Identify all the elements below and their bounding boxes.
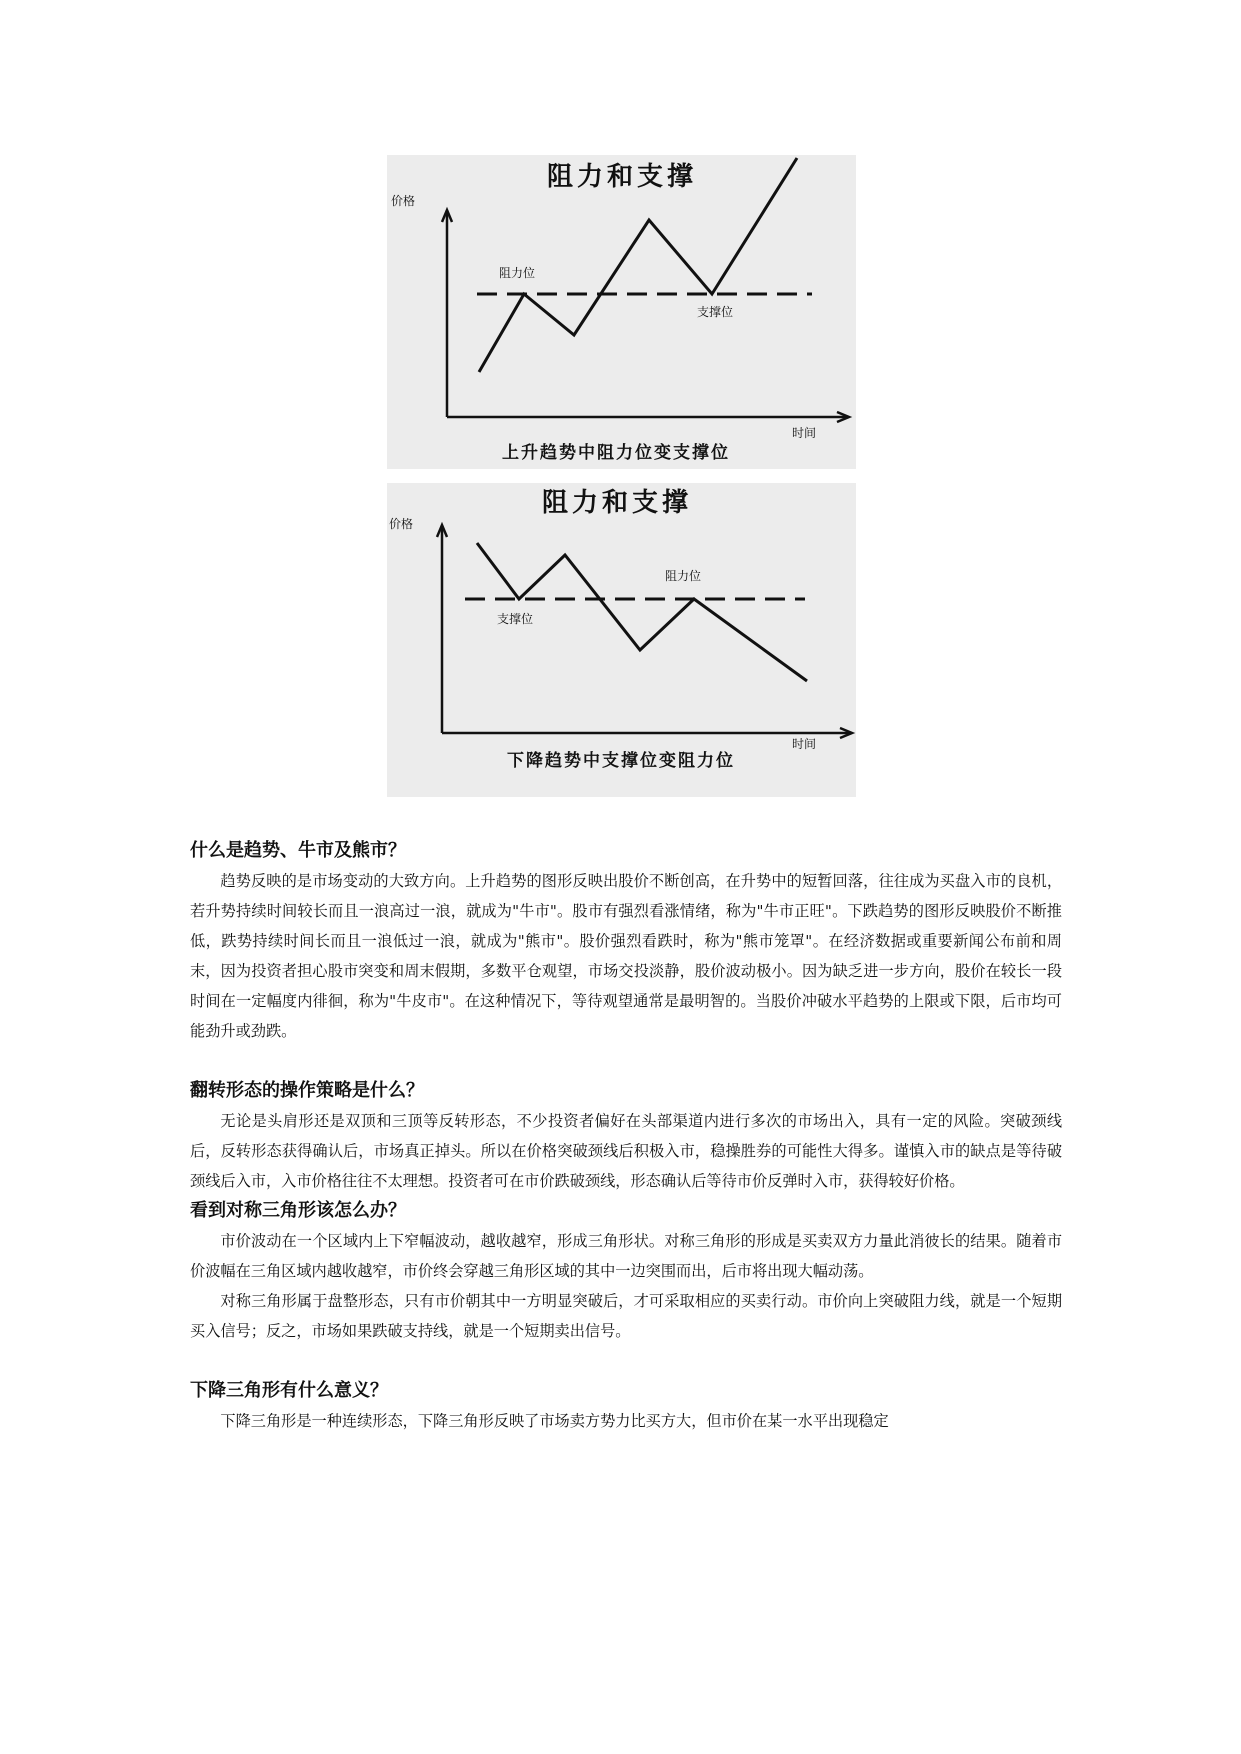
paragraph: 趋势反映的是市场变动的大致方向。上升趋势的图形反映出股价不断创高，在升势中的短暂回落，往往成为买盘入市的良机，若升势持续时间较长而且一浪高过一浪，就成为"牛市"。股市有强烈看涨情绪，称为"牛市正旺"。下跌趋势的图形反映股价不断推低，跌势持续时间长而且一浪低过一浪，就成为"熊市"。股价强烈看跌时，称为"熊市笼罩"。在经济数据或重要新闻公布前和周末，因为投资者担心股市突变和周末假期，多数平仓观望，市场交投淡静，股价波动极小。因为缺乏进一步方向，股价在较长一段时间在一定幅度内徘徊，称为"牛皮市"。在这种情况下，等待观望通常是最明智的。当股价冲破水平趋势的上限或下限，后市均可能劲升或劲跌。 bbox=[190, 872, 1062, 1040]
resistance-label: 阻力位 bbox=[665, 569, 702, 583]
figure-caption: 下降趋势中支撑位变阻力位 bbox=[507, 751, 735, 771]
paragraph: 下降三角形是一种连续形态，下降三角形反映了市场卖方势力比买方大，但市价在某一水平出现稳定 bbox=[220, 1412, 889, 1430]
paragraph: 对称三角形属于盘整形态，只有市价朝其中一方明显突破后，才可采取相应的买卖行动。市价向上突破阻力线，就是一个短期买入信号；反之，市场如果跌破支持线，就是一个短期卖出信号。 bbox=[190, 1292, 1062, 1340]
section-reversal-strategy bbox=[190, 1076, 1062, 1196]
section-symmetric-triangle bbox=[190, 1196, 1062, 1346]
x-axis-label: 时间 bbox=[792, 737, 817, 751]
paragraph: 无论是头肩形还是双顶和三顶等反转形态，不少投资者偏好在头部渠道内进行多次的市场出入，具有一定的风险。突破颈线后，反转形态获得确认后，市场真正掉头。所以在价格突破颈线后积极入市，稳操胜券的可能性大得多。谨慎入市的缺点是等待破颈线后入市，入市价格往往不太理想。投资者可在市价跌破颈线，形态确认后等待市价反弹时入市，获得较好价格。 bbox=[190, 1112, 1062, 1190]
figure-caption: 上升趋势中阻力位变支撑位 bbox=[502, 443, 730, 463]
section-heading: 看到对称三角形该怎么办？ bbox=[190, 1200, 406, 1221]
paragraph: 市价波动在一个区域内上下窄幅波动，越收越窄，形成三角形状。对称三角形的形成是买卖双方力量此消彼长的结果。随着市价波幅在三角区域内越收越窄，市价终会穿越三角形区域的其中一边突围而出，后市将出现大幅动荡。 bbox=[190, 1232, 1062, 1280]
section-heading: 翻转形态的操作策略是什么？ bbox=[190, 1080, 424, 1101]
support-label: 支撑位 bbox=[497, 612, 534, 626]
resistance-label: 阻力位 bbox=[499, 266, 536, 280]
x-axis-label: 时间 bbox=[792, 426, 817, 440]
resistance-support-chart-uptrend bbox=[387, 155, 856, 469]
section-trend-bull-bear bbox=[190, 836, 1062, 1046]
uptrend-diagram bbox=[387, 155, 856, 469]
resistance-support-chart-downtrend bbox=[387, 483, 856, 797]
section-descending-triangle bbox=[190, 1376, 1062, 1436]
support-label: 支撑位 bbox=[697, 305, 734, 319]
figure-title: 阻力和支撑 bbox=[542, 488, 693, 518]
downtrend-diagram bbox=[387, 483, 856, 797]
article-body bbox=[190, 836, 1062, 1436]
figure-title: 阻力和支撑 bbox=[547, 162, 698, 192]
section-heading: 什么是趋势、牛市及熊市？ bbox=[190, 840, 406, 861]
y-axis-label: 价格 bbox=[389, 517, 414, 531]
section-heading: 下降三角形有什么意义？ bbox=[190, 1380, 388, 1401]
y-axis-label: 价格 bbox=[391, 194, 416, 208]
